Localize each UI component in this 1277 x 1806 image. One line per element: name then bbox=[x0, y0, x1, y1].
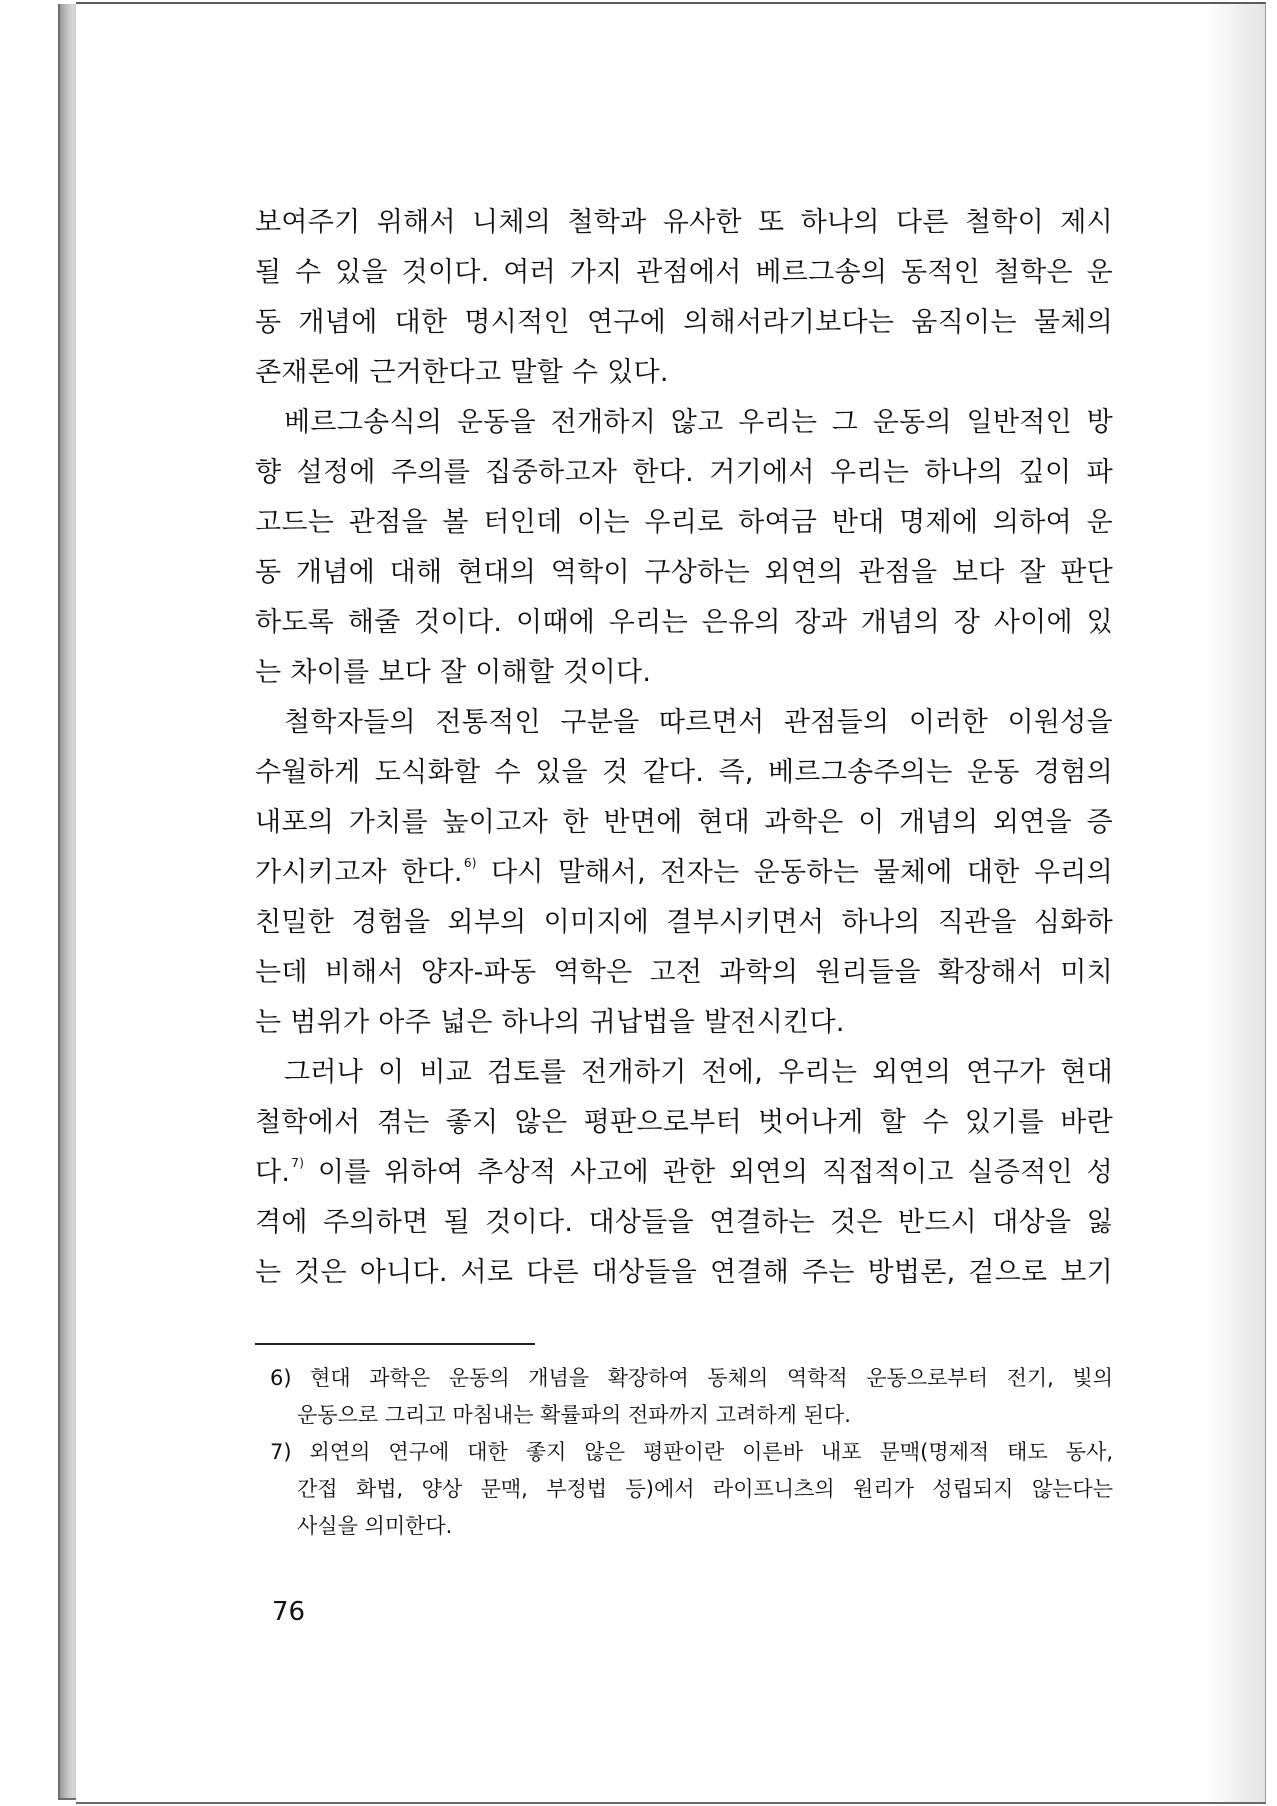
body-line: 는데 비해서 양자-파동 역학은 고전 과학의 원리들을 확장해서 미치 bbox=[255, 957, 1113, 988]
footnote-divider bbox=[255, 1343, 535, 1345]
footnote-line: 간접 화법, 양상 문맥, 부정법 등)에서 라이프니츠의 원리가 성립되지 않는다는 bbox=[297, 1477, 1113, 1501]
body-line-end: 이를 위하여 추상적 사고에 관한 외연의 직접적이고 실증적인 성 bbox=[304, 1157, 1113, 1188]
body-line: 수월하게 도식화할 수 있을 것 같다. 즉, 베르그송주의는 운동 경험의 bbox=[255, 757, 1113, 788]
body-line: 격에 주의하면 될 것이다. 대상들을 연결하는 것은 반드시 대상을 잃 bbox=[255, 1207, 1113, 1238]
footnote-line: 사실을 의미한다. bbox=[297, 1514, 453, 1538]
body-line: 고드는 관점을 볼 터인데 이는 우리로 하여금 반대 명제에 의하여 운 bbox=[255, 507, 1113, 538]
body-line: 친밀한 경험을 외부의 이미지에 결부시키면서 하나의 직관을 심화하 bbox=[255, 907, 1113, 938]
footnote-line: 6) 현대 과학은 운동의 개념을 확장하여 동체의 역학적 운동으로부터 전기, 빛의 bbox=[270, 1366, 1113, 1390]
body-line: 보여주기 위해서 니체의 철학과 유사한 또 하나의 다른 철학이 제시 bbox=[255, 207, 1113, 238]
book-spine-edge bbox=[58, 4, 78, 1800]
footnote-line: 7) 외연의 연구에 대한 좋지 않은 평판이란 이른바 내포 문맥(명제적 태도 동사, bbox=[270, 1440, 1113, 1464]
body-line: 베르그송식의 운동을 전개하지 않고 우리는 그 운동의 일반적인 방 bbox=[284, 407, 1113, 438]
body-line: 하도록 해줄 것이다. 이때에 우리는 은유의 장과 개념의 장 사이에 있 bbox=[255, 607, 1113, 638]
page-number: 76 bbox=[272, 1597, 306, 1627]
body-line-with-footnote bbox=[255, 1148, 1113, 1198]
footnote-ref-6[interactable]: 6) bbox=[463, 856, 477, 870]
body-line-start: 가시키고자 한다. bbox=[255, 857, 463, 888]
body-line: 될 수 있을 것이다. 여러 가지 관점에서 베르그송의 동적인 철학은 운 bbox=[255, 257, 1113, 288]
body-line: 존재론에 근거한다고 말할 수 있다. bbox=[255, 357, 669, 388]
body-line: 동 개념에 대해 현대의 역학이 구상하는 외연의 관점을 보다 잘 판단 bbox=[255, 557, 1113, 588]
body-line: 동 개념에 대한 명시적인 연구에 의해서라기보다는 움직이는 물체의 bbox=[255, 307, 1113, 338]
body-line: 내포의 가치를 높이고자 한 반면에 현대 과학은 이 개념의 외연을 증 bbox=[255, 807, 1113, 838]
page-shadow bbox=[1205, 4, 1265, 1802]
body-line: 향 설정에 주의를 집중하고자 한다. 거기에서 우리는 하나의 깊이 파 bbox=[255, 457, 1113, 488]
footnote-ref-7[interactable]: 7) bbox=[291, 1156, 305, 1170]
body-line: 는 범위가 아주 넓은 하나의 귀납법을 발전시킨다. bbox=[255, 1007, 845, 1038]
body-text bbox=[255, 198, 1113, 1298]
body-line-with-footnote bbox=[255, 848, 1113, 898]
body-line: 는 차이를 보다 잘 이해할 것이다. bbox=[255, 657, 652, 688]
body-line: 는 것은 아니다. 서로 다른 대상들을 연결해 주는 방법론, 겉으로 보기 bbox=[255, 1257, 1113, 1288]
body-line: 그러나 이 비교 검토를 전개하기 전에, 우리는 외연의 연구가 현대 bbox=[284, 1057, 1113, 1088]
body-line-start: 다. bbox=[255, 1157, 291, 1188]
body-line: 철학자들의 전통적인 구분을 따르면서 관점들의 이러한 이원성을 bbox=[284, 707, 1113, 738]
footnote-line: 운동으로 그리고 마침내는 확률파의 전파까지 고려하게 된다. bbox=[297, 1403, 851, 1427]
footnotes bbox=[270, 1360, 1113, 1545]
body-line: 철학에서 겪는 좋지 않은 평판으로부터 벗어나게 할 수 있기를 바란 bbox=[255, 1107, 1113, 1138]
body-line-end: 다시 말해서, 전자는 운동하는 물체에 대한 우리의 bbox=[476, 857, 1113, 888]
